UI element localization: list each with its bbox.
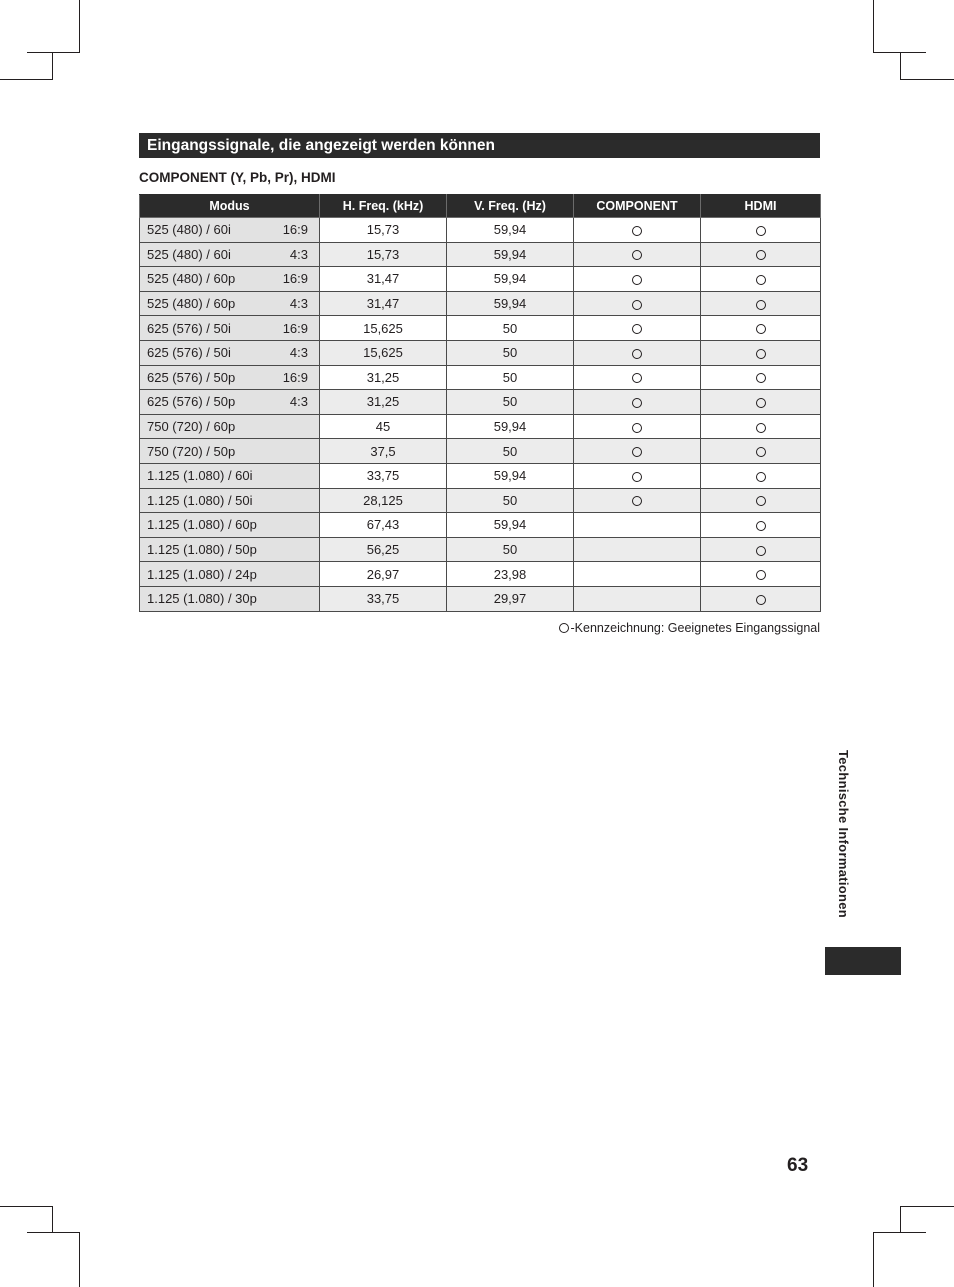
cell-mode (140, 291, 320, 316)
circle-icon (756, 226, 766, 236)
aspect-label: 4:3 (289, 345, 308, 361)
cell-hdmi (701, 414, 821, 439)
aspect-label: 16:9 (282, 369, 308, 385)
cell-mode (140, 586, 320, 611)
header-component: COMPONENT (574, 195, 701, 218)
mode-label: 525 (480) / 60i (147, 246, 231, 262)
cell-component (574, 513, 701, 538)
header-h-freq: H. Freq. (kHz) (320, 195, 447, 218)
table-row (140, 390, 821, 415)
mode-label: 525 (480) / 60p (147, 271, 236, 287)
cell-v-freq: 59,94 (447, 267, 574, 292)
table-row (140, 513, 821, 538)
cell-h-freq: 31,47 (320, 291, 447, 316)
circle-icon (756, 595, 766, 605)
circle-icon (632, 373, 642, 383)
crop-mark (79, 0, 80, 53)
circle-icon (632, 275, 642, 285)
cell-h-freq: 56,25 (320, 537, 447, 562)
mode-label: 625 (576) / 50i (147, 320, 231, 336)
crop-mark (27, 1232, 80, 1233)
mode-label: 525 (480) / 60p (147, 296, 236, 312)
cell-v-freq: 50 (447, 537, 574, 562)
circle-icon (632, 300, 642, 310)
cell-mode (140, 537, 320, 562)
cell-h-freq: 33,75 (320, 586, 447, 611)
cell-h-freq: 67,43 (320, 513, 447, 538)
circle-icon (632, 349, 642, 359)
cell-h-freq: 45 (320, 414, 447, 439)
mode-label: 1.125 (1.080) / 30p (147, 591, 257, 607)
table-row (140, 414, 821, 439)
cell-component (574, 267, 701, 292)
cell-mode (140, 439, 320, 464)
table-row (140, 316, 821, 341)
crop-mark (27, 52, 80, 53)
cell-h-freq: 15,73 (320, 218, 447, 243)
cell-h-freq: 33,75 (320, 463, 447, 488)
cell-mode (140, 218, 320, 243)
circle-icon (756, 373, 766, 383)
crop-mark (873, 1232, 874, 1287)
cell-hdmi (701, 463, 821, 488)
table-row (140, 439, 821, 464)
mode-label: 1.125 (1.080) / 50p (147, 542, 257, 558)
section-title: Eingangssignale, die angezeigt werden können (139, 133, 820, 158)
cell-mode (140, 414, 320, 439)
cell-h-freq: 15,625 (320, 340, 447, 365)
circle-icon (559, 623, 569, 633)
circle-icon (632, 423, 642, 433)
cell-v-freq: 50 (447, 340, 574, 365)
crop-mark (900, 53, 901, 80)
table-row (140, 586, 821, 611)
circle-icon (756, 250, 766, 260)
cell-component (574, 439, 701, 464)
cell-hdmi (701, 513, 821, 538)
circle-icon (632, 226, 642, 236)
circle-icon (632, 447, 642, 457)
table-row (140, 267, 821, 292)
cell-hdmi (701, 537, 821, 562)
cell-hdmi (701, 562, 821, 587)
cell-hdmi (701, 291, 821, 316)
cell-mode (140, 562, 320, 587)
mode-label: 1.125 (1.080) / 50i (147, 492, 253, 508)
aspect-label: 4:3 (289, 296, 308, 312)
crop-mark (873, 0, 874, 53)
cell-hdmi (701, 365, 821, 390)
cell-component (574, 488, 701, 513)
cell-hdmi (701, 218, 821, 243)
circle-icon (756, 398, 766, 408)
cell-mode (140, 463, 320, 488)
table-row (140, 463, 821, 488)
legend-text: -Kennzeichnung: Geeignetes Eingangssignal (570, 621, 820, 635)
cell-component (574, 242, 701, 267)
cell-component (574, 340, 701, 365)
legend (559, 621, 820, 635)
crop-mark (52, 1206, 53, 1233)
circle-icon (756, 324, 766, 334)
circle-icon (756, 275, 766, 285)
cell-h-freq: 31,25 (320, 390, 447, 415)
crop-mark (900, 1206, 954, 1207)
table-row (140, 291, 821, 316)
cell-v-freq: 50 (447, 488, 574, 513)
table-row (140, 340, 821, 365)
aspect-label: 4:3 (289, 394, 308, 410)
aspect-label: 16:9 (282, 320, 308, 336)
crop-mark (873, 1232, 926, 1233)
cell-hdmi (701, 267, 821, 292)
cell-h-freq: 31,25 (320, 365, 447, 390)
cell-h-freq: 28,125 (320, 488, 447, 513)
cell-v-freq: 59,94 (447, 291, 574, 316)
table-row (140, 242, 821, 267)
header-hdmi: HDMI (701, 195, 821, 218)
mode-label: 625 (576) / 50i (147, 345, 231, 361)
crop-mark (52, 53, 53, 80)
sub-heading: COMPONENT (Y, Pb, Pr), HDMI (139, 170, 336, 185)
cell-v-freq: 59,94 (447, 513, 574, 538)
crop-mark (0, 1206, 53, 1207)
cell-v-freq: 59,94 (447, 414, 574, 439)
crop-mark (79, 1232, 80, 1287)
cell-v-freq: 50 (447, 390, 574, 415)
crop-mark (900, 1206, 901, 1233)
cell-v-freq: 59,94 (447, 242, 574, 267)
mode-label: 1.125 (1.080) / 60i (147, 468, 253, 484)
circle-icon (756, 423, 766, 433)
aspect-label: 16:9 (282, 222, 308, 238)
circle-icon (632, 496, 642, 506)
table-header-row (140, 195, 821, 218)
cell-v-freq: 29,97 (447, 586, 574, 611)
table-row (140, 562, 821, 587)
cell-h-freq: 31,47 (320, 267, 447, 292)
mode-label: 750 (720) / 50p (147, 443, 236, 459)
aspect-label: 4:3 (289, 246, 308, 262)
circle-icon (756, 472, 766, 482)
cell-hdmi (701, 316, 821, 341)
circle-icon (632, 398, 642, 408)
cell-mode (140, 340, 320, 365)
aspect-label: 16:9 (282, 271, 308, 287)
circle-icon (632, 472, 642, 482)
cell-h-freq: 37,5 (320, 439, 447, 464)
cell-hdmi (701, 340, 821, 365)
cell-hdmi (701, 439, 821, 464)
cell-h-freq: 15,625 (320, 316, 447, 341)
cell-component (574, 414, 701, 439)
mode-label: 625 (576) / 50p (147, 394, 236, 410)
mode-label: 625 (576) / 50p (147, 369, 236, 385)
side-tab-marker (825, 947, 901, 975)
cell-mode (140, 513, 320, 538)
table-row (140, 218, 821, 243)
cell-hdmi (701, 242, 821, 267)
circle-icon (756, 300, 766, 310)
cell-v-freq: 50 (447, 365, 574, 390)
circle-icon (756, 521, 766, 531)
cell-h-freq: 15,73 (320, 242, 447, 267)
circle-icon (632, 324, 642, 334)
mode-label: 525 (480) / 60i (147, 222, 231, 238)
table-row (140, 365, 821, 390)
input-signals-table (139, 194, 821, 612)
cell-v-freq: 59,94 (447, 463, 574, 488)
cell-component (574, 291, 701, 316)
cell-mode (140, 316, 320, 341)
circle-icon (756, 349, 766, 359)
cell-h-freq: 26,97 (320, 562, 447, 587)
cell-mode (140, 267, 320, 292)
table-row (140, 537, 821, 562)
cell-mode (140, 390, 320, 415)
cell-component (574, 562, 701, 587)
circle-icon (756, 447, 766, 457)
circle-icon (756, 546, 766, 556)
cell-component (574, 218, 701, 243)
crop-mark (0, 79, 53, 80)
cell-component (574, 365, 701, 390)
cell-hdmi (701, 390, 821, 415)
circle-icon (632, 250, 642, 260)
header-v-freq: V. Freq. (Hz) (447, 195, 574, 218)
cell-hdmi (701, 488, 821, 513)
circle-icon (756, 496, 766, 506)
cell-component (574, 463, 701, 488)
table-row (140, 488, 821, 513)
cell-hdmi (701, 586, 821, 611)
cell-v-freq: 50 (447, 439, 574, 464)
cell-v-freq: 59,94 (447, 218, 574, 243)
side-tab-label: Technische Informationen (836, 750, 851, 919)
mode-label: 1.125 (1.080) / 24p (147, 566, 257, 582)
page-number: 63 (787, 1155, 809, 1176)
cell-v-freq: 50 (447, 316, 574, 341)
header-mode: Modus (140, 195, 320, 218)
cell-mode (140, 365, 320, 390)
cell-v-freq: 23,98 (447, 562, 574, 587)
cell-component (574, 390, 701, 415)
cell-component (574, 586, 701, 611)
circle-icon (756, 570, 766, 580)
cell-mode (140, 488, 320, 513)
cell-component (574, 316, 701, 341)
crop-mark (900, 79, 954, 80)
mode-label: 1.125 (1.080) / 60p (147, 517, 257, 533)
cell-component (574, 537, 701, 562)
cell-mode (140, 242, 320, 267)
mode-label: 750 (720) / 60p (147, 419, 236, 435)
